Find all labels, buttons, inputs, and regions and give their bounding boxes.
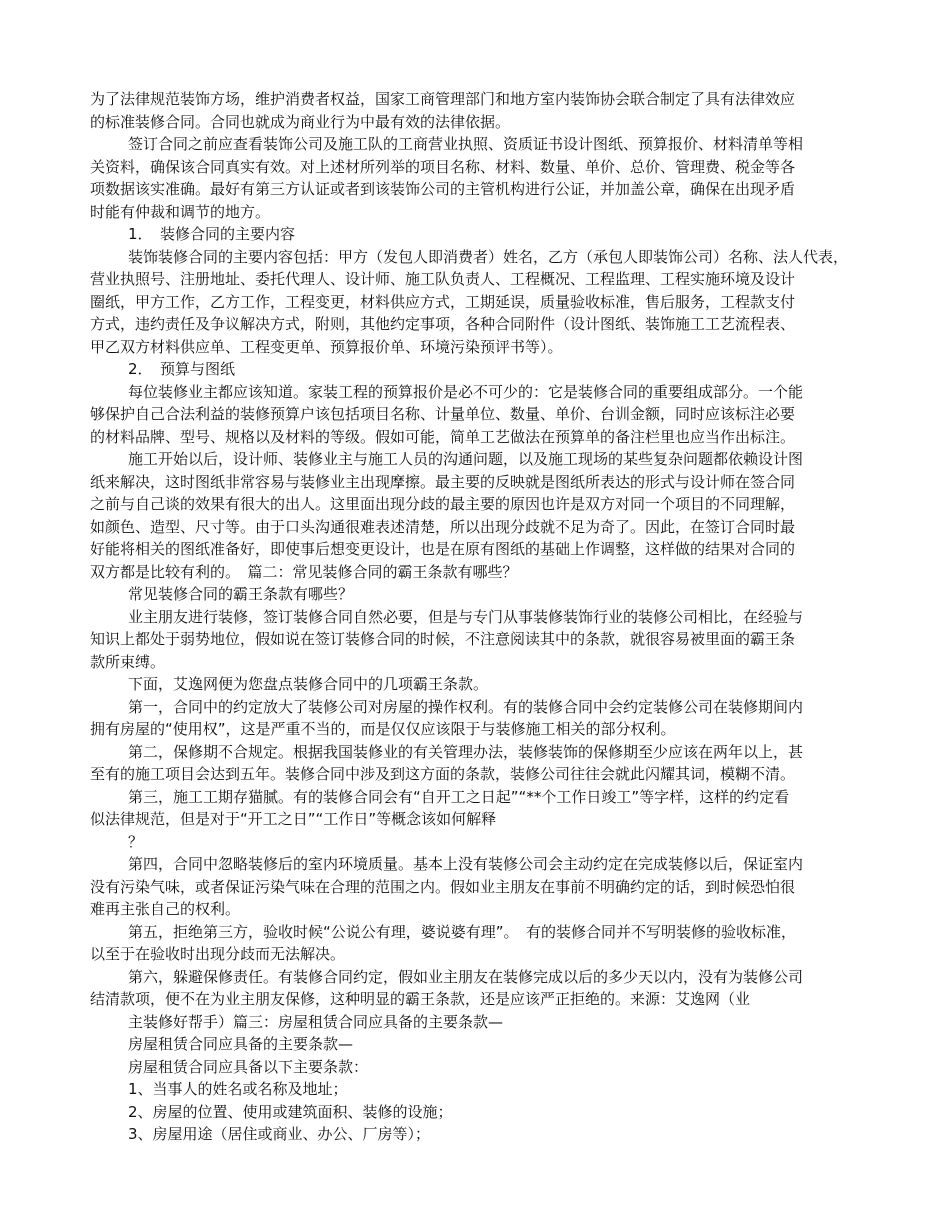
body-line: 方式，违约责任及争议解决方式，附则，其他约定事项，各种合同附件（设计图纸、装饰施工工艺流程表、 — [90, 315, 796, 333]
body-line: 的标准装修合同。合同也就成为商业行为中最有效的法律依据。 — [90, 112, 511, 131]
document-body — [90, 88, 870, 1146]
list-item: 2、房屋的位置、使用或建筑面积、装修的设施； — [128, 1102, 453, 1121]
body-line: 圈纸，甲方工作，乙方工作，工程变更，材料供应方式，工期延误，质量验收标准，售后服务，工程款支付 — [90, 292, 796, 311]
body-line: 第四，合同中忽略装修后的室内环境质量。基本上没有装修公司会主动约定在完成装修以后，保证室内 — [128, 855, 804, 873]
body-line: 似法律规范，但是对于“开工之日”“工作日”等概念该如何解释 — [90, 810, 497, 828]
body-line: 为了法律规范装饰方场，维护消费者权益，国家工商管理部门和地方室内装饰协会联合制定了具有法律效应 — [90, 90, 796, 108]
body-line: 款所束缚。 — [90, 652, 166, 671]
body-line: 的材料品牌、型号、规格以及材料的等级。假如可能，简单工艺做法在预算单的备注栏里也应当作出标注。 — [90, 427, 796, 446]
body-line: 没有污染气味，或者保证污染气味在合理的范围之内。假如业主朋友在事前不明确约定的话，到时候恐怕很 — [90, 877, 796, 896]
section-heading: 常见装修合同的霸王条款有哪些？ — [128, 585, 354, 603]
body-line: 第二，保修期不合规定。根据我国装修业的有关管理办法，装修装饰的保修期至少应该在两年以上，甚 — [128, 742, 804, 761]
list-item: 3、房屋用途（居住或商业、办公、厂房等）； — [128, 1125, 431, 1143]
body-line: 够保护自己合法利益的装修预算户该包括项目名称、计量单位、数量、单价、台训金额，同时应该标注必要 — [90, 405, 796, 423]
body-line: 营业执照号、注册地址、委托代理人、设计师、施工队负责人、工程概况、工程监理、工程实施环境及设计 — [90, 270, 796, 288]
body-line: 至有的施工项目会达到五年。装修合同中涉及到这方面的条款，装修公司往往会就此闪耀其词，模糊不清。 — [90, 765, 796, 783]
body-line: 双方都是比较有利的。 篇二：常见装修合同的霸王条款有哪些？ — [90, 562, 518, 581]
body-line: 业主朋友进行装修，签订装修合同自然必要，但是与专门从事装修装饰行业的装修公司相比，在经验与 — [128, 607, 804, 626]
body-line: 甲乙双方材料供应单、工程变更单、预算报价单、环境污染预评书等）。 — [90, 337, 563, 356]
body-line: 每位装修业主都应该知道。家装工程的预算报价是必不可少的：它是装修合同的重要组成部分。一个能 — [128, 382, 804, 401]
body-line: 施工开始以后，设计师、装修业主与施工人员的沟通问题，以及施工现场的某些复杂问题都依赖设计图 — [128, 450, 804, 468]
body-line: 拥有房屋的“使用权”，这是严重不当的，而是仅仅应该限于与装修施工相关的部分权利。 — [90, 720, 676, 738]
section-heading: 房屋租赁合同应具备的主要条款— — [128, 1035, 354, 1053]
body-line: 第一，合同中的约定放大了装修公司对房屋的操作权利。有的装修合同中会约定装修公司在装修期间内 — [128, 697, 804, 716]
body-line: 以至于在验收时出现分歧而无法解决。 — [90, 945, 346, 963]
body-line: 之前与自己谈的效果有很大的出人。这里面出现分歧的最主要的原因也许是双方对同一个项目的不同理解， — [90, 495, 796, 513]
body-line: 难再主张自己的权利。 — [90, 900, 241, 918]
body-line: 知识上都处于弱势地位，假如说在签订装修合同的时候，不注意阅读其中的条款，就很容易被里面的霸王条 — [90, 630, 796, 648]
section-heading: 2． 预算与图纸 — [128, 360, 236, 378]
body-line: 项数据该实准确。最好有第三方认证或者到该装饰公司的主管机构进行公证，并加盖公章，确保在出现矛盾 — [90, 180, 796, 198]
body-line: 主装修好帮手）篇三：房屋租赁合同应具备的主要条款— — [128, 1012, 504, 1031]
body-line: 如颜色、造型、尺寸等。由于口头沟通很难表述清楚，所以出现分歧就不足为奇了。因此，在签订合同时最 — [90, 517, 796, 536]
body-line: 签订合同之前应查看装饰公司及施工队的工商营业执照、资质证书设计图纸、预算报价、材料清单等相 — [128, 135, 804, 153]
body-line: 结清款项，便不在为业主朋友保修，这种明显的霸王条款，还是应该严正拒绝的。来源：艾逸网（业 — [90, 990, 751, 1008]
body-line: 第三，施工工期存猫腻。有的装修合同会有“自开工之日起”“**个工作日竣工”等字样，这样的约定看 — [128, 787, 790, 806]
body-line: 第六，躲避保修责任。有装修合同约定，假如业主朋友在装修完成以后的多少天以内，没有为装修公司 — [128, 967, 804, 986]
section-heading: 1． 装修合同的主要内容 — [128, 225, 296, 243]
body-line: 时能有仲裁和调节的地方。 — [90, 202, 271, 221]
body-line: ？ — [128, 832, 144, 851]
body-line: 纸来解决，这时图纸非常容易与装修业主出现摩擦。最主要的反映就是图纸所表达的形式与设计师在签合同 — [90, 472, 796, 491]
list-item: 1、当事人的姓名或名称及地址； — [128, 1080, 348, 1098]
body-line: 好能将相关的图纸准备好，即使事后想变更设计，也是在原有图纸的基础上作调整，这样做的结果对合同的 — [90, 540, 796, 558]
body-line: 第五，拒绝第三方，验收时候“公说公有理，婆说婆有理”。 有的装修合同并不写明装修的验收标准， — [128, 922, 797, 941]
body-line: 装饰装修合同的主要内容包括：甲方（发包人即消费者）姓名，乙方（承包人即装饰公司）名称、法人代表， — [128, 247, 849, 266]
body-line: 房屋租赁合同应具备以下主要条款： — [128, 1057, 369, 1076]
body-line: 关资料，确保该合同真实有效。对上述材所列举的项目名称、材料、数量、单价、总价、管理费、税金等各 — [90, 157, 796, 176]
body-line: 下面，艾逸网便为您盘点装修合同中的几项霸王条款。 — [128, 675, 489, 693]
